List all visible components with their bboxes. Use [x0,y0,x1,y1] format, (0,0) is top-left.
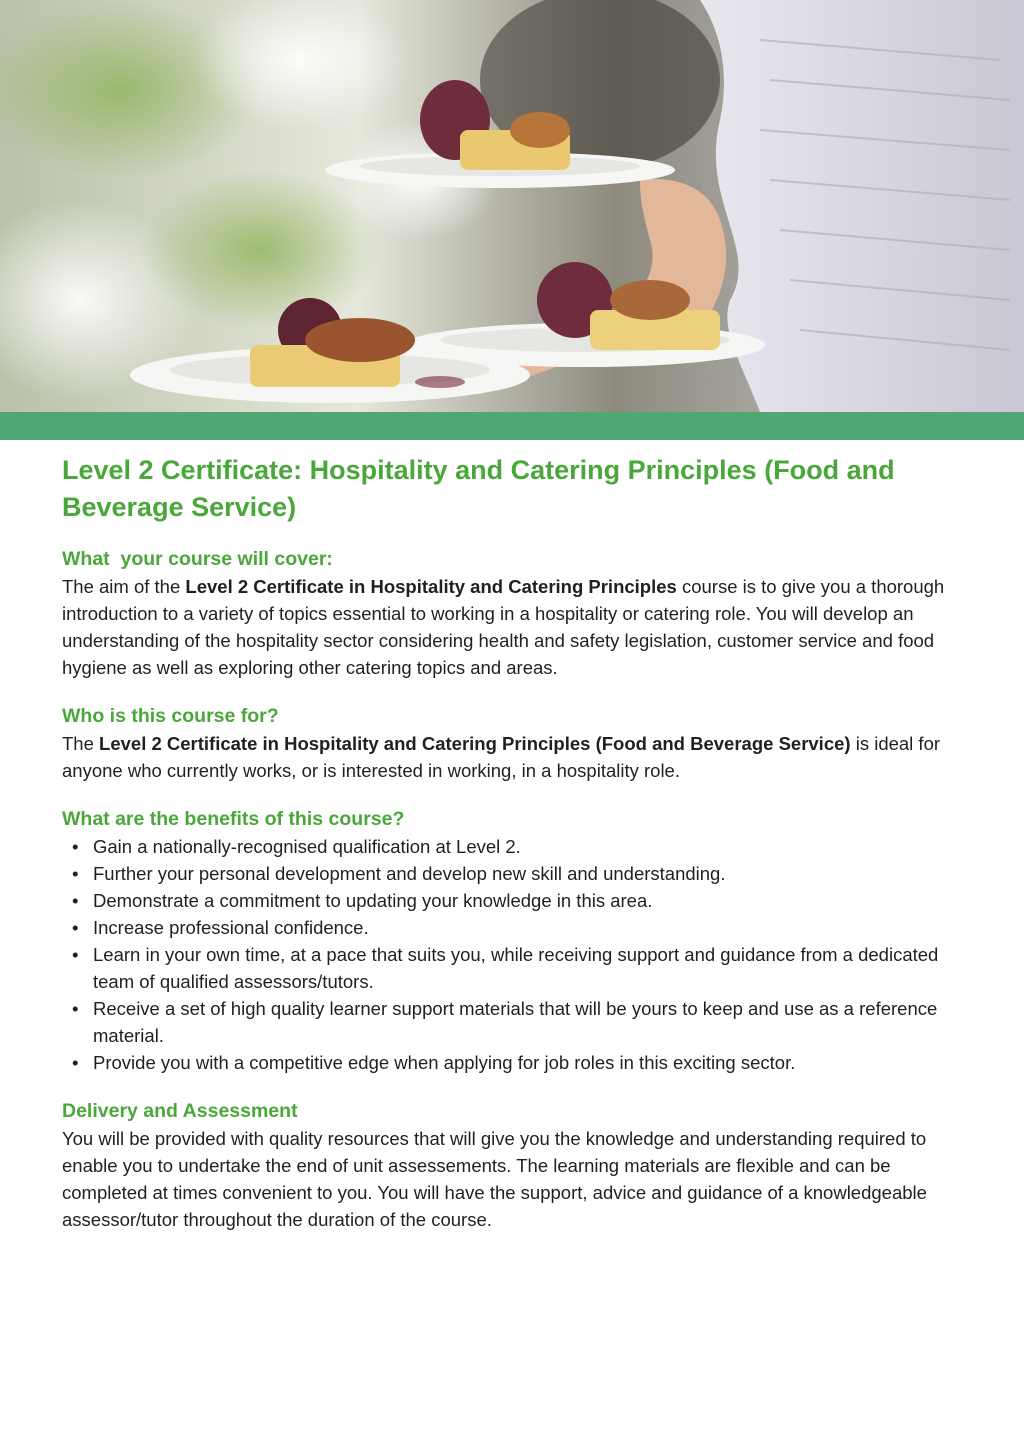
audience-section [62,703,962,784]
benefits-section [62,806,962,1076]
bullet-icon: • [72,836,79,857]
benefit-text: Receive a set of high quality learner support materials that will be yours to keep and use as a reference material. [93,998,938,1046]
benefits-list [62,833,962,1076]
benefit-item [62,995,962,1049]
delivery-section [62,1098,962,1233]
course-cover-heading: What your course will cover: [62,548,333,570]
page-title: Level 2 Certificate: Hospitality and Catering Principles (Food and Beverage Service) [62,455,895,522]
audience-text-rest: is ideal for anyone who currently works, or is interested in working, in a hospitality role. [62,733,941,781]
benefit-text: Learn in your own time, at a pace that suits you, while receiving support and guidance from a dedicated team of qualified assessors/tutors. [93,944,939,992]
course-cover-section [62,546,962,681]
audience-text [62,730,962,784]
benefit-text: Increase professional confidence. [93,917,369,938]
document-body [62,452,962,1233]
course-cover-text-bold: Level 2 Certificate in Hospitality and Catering Principles [185,576,677,597]
benefit-item [62,914,962,941]
benefit-item [62,941,962,995]
benefit-text: Demonstrate a commitment to updating your knowledge in this area. [93,890,653,911]
bullet-icon: • [72,944,79,965]
bullet-icon: • [72,998,79,1019]
delivery-heading: Delivery and Assessment [62,1100,298,1122]
benefit-item [62,860,962,887]
bullet-icon: • [72,917,79,938]
audience-heading: Who is this course for? [62,705,279,727]
audience-text-bold: Level 2 Certificate in Hospitality and Catering Principles (Food and Beverage Service) [99,733,851,754]
bullet-icon: • [72,863,79,884]
benefit-text: Gain a nationally-recognised qualification at Level 2. [93,836,521,857]
benefit-item [62,833,962,860]
benefit-text: Further your personal development and develop new skill and understanding. [93,863,726,884]
course-cover-text-lead: The aim of the [62,576,186,597]
bullet-icon: • [72,1052,79,1073]
benefits-heading: What are the benefits of this course? [62,808,405,830]
hero-photo [0,0,1024,412]
course-cover-text-rest: course is to give you a thorough introduction to a variety of topics essential to working in a hospitality or catering role. You will develop an understanding of the hospitality sector considering health and safety legislation, customer service and food hygiene as well as exploring other catering topics and areas. [62,576,945,678]
benefit-text: Provide you with a competitive edge when applying for job roles in this exciting sector. [93,1052,796,1073]
waiter-carrying-plates-image [0,0,1024,412]
green-divider-band [0,412,1024,440]
benefit-item [62,1049,962,1076]
audience-text-lead: The [62,733,100,754]
benefit-item [62,887,962,914]
bullet-icon: • [72,890,79,911]
delivery-text: You will be provided with quality resources that will give you the knowledge and understanding required to enable you to undertake the end of unit assessements. The learning materials are flexible and can be completed at times convenient to you. You will have the support, advice and guidance of a knowledgeable assessor/tutor throughout the duration of the course. [62,1128,927,1230]
course-cover-text [62,573,962,681]
